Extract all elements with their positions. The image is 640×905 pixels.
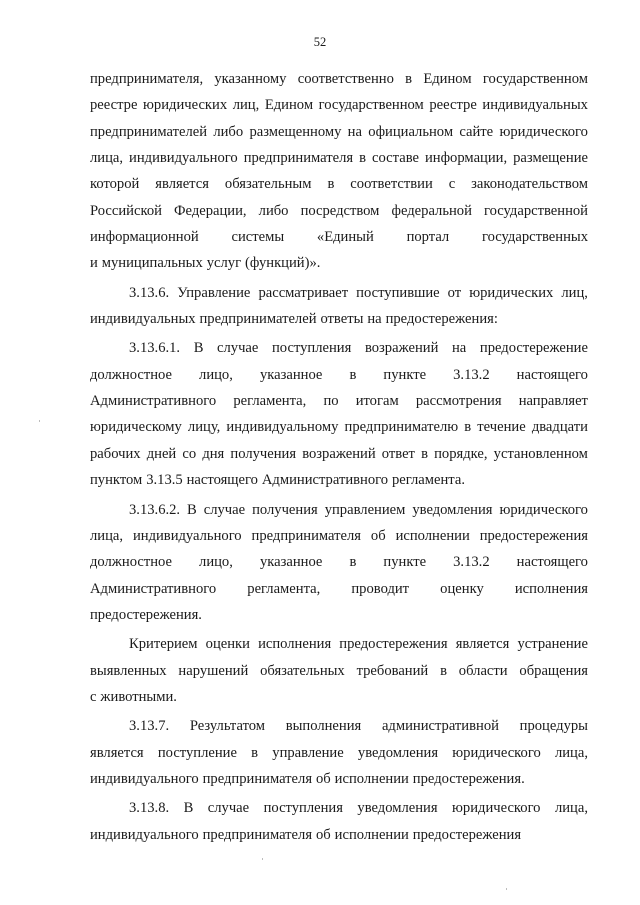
word: является	[90, 744, 144, 761]
document-body	[90, 66, 588, 848]
text-line	[90, 684, 588, 710]
word: уведомления	[357, 744, 439, 761]
word: юридическому	[90, 419, 182, 436]
word: является	[155, 176, 209, 193]
word: животными.	[100, 688, 177, 705]
word: юридического	[452, 800, 541, 817]
word: в	[349, 554, 357, 571]
word: выявленных	[90, 662, 167, 679]
word: случае	[203, 501, 246, 518]
paragraph	[90, 335, 588, 493]
word: в	[440, 662, 447, 679]
word: 3.13.2	[453, 554, 490, 571]
page-number: 52	[313, 35, 327, 49]
text-line	[90, 631, 588, 657]
word: предостережения:	[385, 311, 498, 328]
text-line	[90, 795, 588, 821]
word: предостережение	[479, 340, 588, 357]
word: Критерием	[129, 636, 198, 653]
word: (функций)».	[245, 255, 321, 272]
word: является	[455, 636, 510, 653]
word: 3.13.8.	[129, 800, 170, 817]
word: федеральной	[391, 202, 472, 219]
word: Управление	[177, 284, 251, 301]
word: В	[187, 501, 197, 518]
word: административной	[381, 718, 499, 735]
word: Результатом	[189, 718, 266, 735]
word: 3.13.6.	[129, 284, 170, 301]
word: настоящего	[516, 366, 588, 383]
word: юридического	[452, 744, 541, 761]
word: исполнения	[258, 636, 332, 653]
word: лицо,	[199, 366, 233, 383]
word: размещение	[513, 150, 588, 167]
word: индивидуального	[129, 150, 238, 167]
word: индивидуального	[90, 826, 199, 843]
text-line	[90, 523, 588, 549]
word: устранение	[517, 636, 588, 653]
word: муниципальных	[101, 255, 203, 272]
word: В	[183, 800, 194, 817]
word: рабочих	[90, 445, 141, 462]
word: со	[182, 445, 197, 462]
word: указанное	[259, 554, 323, 571]
text-line	[90, 576, 588, 602]
word: итогам	[355, 393, 399, 410]
word: лица,	[554, 744, 588, 761]
word: регламента.	[392, 472, 465, 489]
word: лицо,	[199, 554, 233, 571]
word: государственном	[318, 97, 424, 114]
text-line	[90, 145, 588, 171]
word: предпринимателя,	[90, 71, 204, 87]
word: индивидуальному	[226, 419, 339, 436]
word: указанному	[214, 71, 287, 87]
word: об	[315, 826, 331, 843]
word: в	[251, 744, 259, 761]
word: предостережения.	[412, 770, 525, 787]
word: юридического	[499, 501, 588, 518]
word: лиц,	[232, 97, 260, 114]
word: лица,	[90, 150, 124, 167]
word: обращения	[519, 662, 588, 679]
word: составе	[372, 150, 419, 167]
text-line	[90, 66, 588, 92]
word: 3.13.5	[146, 472, 183, 489]
word: с	[448, 176, 456, 193]
word: об	[370, 527, 386, 544]
word: информации,	[424, 150, 508, 167]
word: предпринимателю	[344, 419, 459, 436]
word: обязательных	[260, 662, 345, 679]
text-line	[90, 280, 588, 306]
word: 3.13.2	[453, 366, 490, 383]
word: индивидуальных	[90, 311, 196, 328]
word: Российской	[90, 202, 162, 219]
word: пункте	[383, 554, 427, 571]
scan-speck	[506, 888, 507, 890]
scan-speck	[39, 420, 40, 422]
text-line	[90, 467, 588, 493]
word: оценку	[440, 580, 484, 597]
text-line	[90, 306, 588, 332]
word: реестре	[429, 97, 477, 114]
word: в	[359, 150, 367, 167]
text-line	[90, 198, 588, 224]
paragraph	[90, 795, 588, 848]
word: законодательством	[471, 176, 588, 193]
word: предостережения.	[90, 606, 202, 623]
word: государственном	[482, 71, 588, 87]
word: услуг	[206, 255, 242, 272]
word: указанное	[259, 366, 323, 383]
word: соответствии	[350, 176, 433, 193]
word: индивидуального	[132, 527, 242, 544]
text-line	[90, 497, 588, 523]
text-line	[90, 713, 588, 739]
word: получения	[252, 501, 318, 518]
word: официальном	[368, 123, 454, 140]
word: нарушений	[178, 662, 249, 679]
text-line	[90, 362, 588, 388]
text-line	[90, 658, 588, 684]
word: оценки	[205, 636, 250, 653]
text-line	[90, 766, 588, 792]
word: в	[421, 445, 428, 462]
word: юридических	[143, 97, 228, 114]
word: случае	[217, 340, 259, 357]
word: и	[90, 255, 98, 272]
word: индивидуальных	[482, 97, 588, 114]
word: системы	[231, 229, 285, 246]
word: направляет	[518, 393, 588, 410]
word: в	[405, 71, 413, 87]
word: ответы	[320, 311, 364, 328]
word: В	[193, 340, 204, 357]
word: посредством	[300, 202, 380, 219]
word: Едином	[264, 97, 314, 114]
word: предпринимателя	[251, 527, 361, 544]
word: регламента,	[233, 393, 307, 410]
text-line	[90, 822, 588, 848]
word: об	[315, 770, 331, 787]
word: предпринимателей	[90, 123, 208, 140]
word: лица,	[554, 800, 588, 817]
word: 3.13.6.1.	[129, 340, 181, 357]
word: Административного	[90, 393, 217, 410]
word: предостережения	[412, 826, 522, 843]
word: должностное	[90, 366, 172, 383]
word: случае	[207, 800, 250, 817]
word: Административного	[261, 472, 389, 489]
text-line	[90, 250, 588, 276]
text-line	[90, 224, 588, 250]
word: выполнения	[285, 718, 362, 735]
word: по	[323, 393, 339, 410]
word: Едином	[423, 71, 472, 87]
word: на	[347, 123, 362, 140]
word: уведомления	[357, 800, 438, 817]
word: исполнении	[334, 770, 409, 787]
paragraph	[90, 497, 588, 629]
word: области	[458, 662, 508, 679]
word: 3.13.7.	[129, 718, 170, 735]
word: в	[349, 366, 357, 383]
word: управление	[272, 744, 344, 761]
word: предостережения	[479, 527, 588, 544]
word: двадцати	[531, 419, 588, 436]
word: поступления	[263, 800, 343, 817]
word: предпринимателя	[202, 826, 313, 843]
word: в	[464, 419, 472, 436]
word: поступление	[157, 744, 237, 761]
word: информационной	[90, 229, 199, 246]
word: юридических	[469, 284, 554, 301]
word: размещенному	[249, 123, 342, 140]
word: предпринимателя	[243, 150, 354, 167]
word: сайте	[459, 123, 494, 140]
word: процедуры	[519, 718, 588, 735]
word: которой	[90, 176, 140, 193]
word: с	[90, 688, 97, 705]
paragraph	[90, 631, 588, 710]
word: предпринимателя	[202, 770, 313, 787]
word: предпринимателей	[199, 311, 317, 328]
word: на	[367, 311, 382, 328]
word: индивидуального	[90, 770, 199, 787]
word: настоящего	[516, 554, 588, 571]
word: реестре	[90, 97, 138, 114]
word: дня	[202, 445, 225, 462]
word: пункте	[383, 366, 427, 383]
word: поступившие	[356, 284, 440, 301]
word: Административного	[90, 580, 217, 597]
word: получения	[230, 445, 297, 462]
word: 3.13.6.2.	[129, 501, 181, 518]
word: предостережения	[339, 636, 448, 653]
word: проводит	[351, 580, 410, 597]
text-line	[90, 441, 588, 467]
word: на	[452, 340, 467, 357]
word: соответственно	[297, 71, 394, 87]
word: требований	[356, 662, 429, 679]
word: исполнении	[334, 826, 409, 843]
word: дней	[146, 445, 177, 462]
paragraph	[90, 280, 588, 333]
word: управлением	[324, 501, 406, 518]
word: исполнении	[395, 527, 470, 544]
word: лица,	[90, 527, 124, 544]
word: в	[327, 176, 335, 193]
word: течение	[477, 419, 526, 436]
word: либо	[258, 202, 289, 219]
word: порядке,	[434, 445, 488, 462]
word: должностное	[90, 554, 172, 571]
paragraph	[90, 713, 588, 792]
word: возражений	[364, 340, 439, 357]
text-line	[90, 119, 588, 145]
text-line	[90, 335, 588, 361]
word: «Единый	[316, 229, 374, 246]
text-line	[90, 92, 588, 118]
text-line	[90, 549, 588, 575]
word: установленном	[493, 445, 588, 462]
word: возражений	[302, 445, 376, 462]
text-line	[90, 740, 588, 766]
word: лиц,	[561, 284, 588, 301]
text-line	[90, 414, 588, 440]
word: портал	[406, 229, 450, 246]
word: Федерации,	[174, 202, 247, 219]
paragraph	[90, 66, 588, 277]
word: лицу,	[187, 419, 221, 436]
word: либо	[213, 123, 244, 140]
word: государственных	[481, 229, 588, 246]
word: рассмотрения	[415, 393, 502, 410]
word: государственной	[483, 202, 588, 219]
word: поступления	[272, 340, 352, 357]
word: юридического	[499, 123, 588, 140]
word: уведомления	[412, 501, 493, 518]
text-line	[90, 388, 588, 414]
word: пунктом	[90, 472, 143, 489]
word: настоящего	[186, 472, 258, 489]
word: рассматривает	[258, 284, 349, 301]
text-line	[90, 171, 588, 197]
word: регламента,	[247, 580, 321, 597]
word: ответ	[381, 445, 415, 462]
scan-speck	[262, 858, 263, 860]
text-line	[90, 602, 588, 628]
word: от	[447, 284, 462, 301]
word: обязательным	[224, 176, 312, 193]
word: исполнения	[514, 580, 588, 597]
